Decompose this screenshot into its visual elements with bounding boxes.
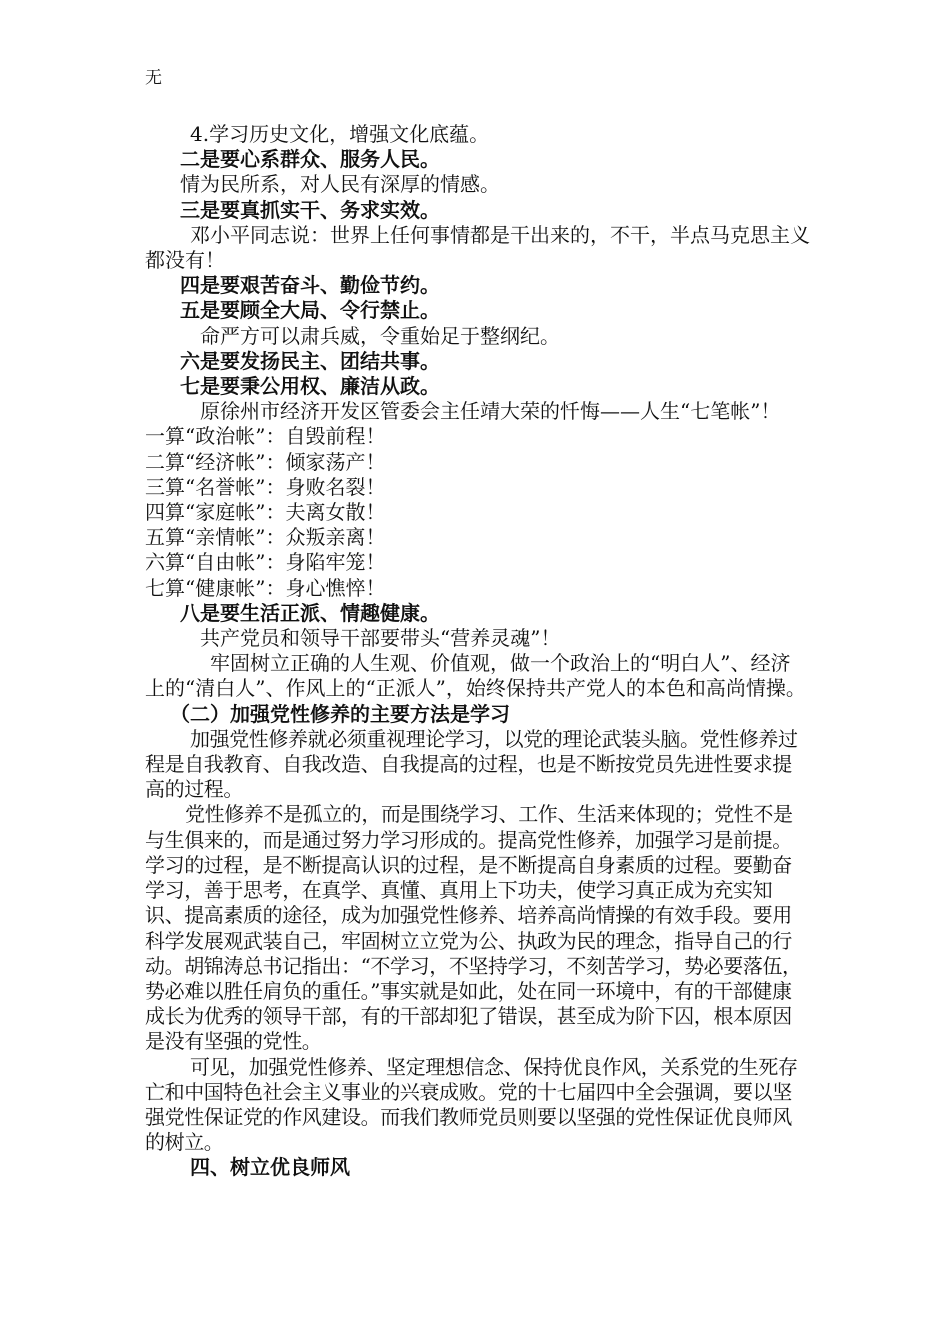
section-title-4: 四、树立优良师风 [190,1155,350,1180]
point-heading-2: 二是要心系群众、服务人民。 [180,147,440,172]
point-heading-3: 三是要真抓实干、务求实效。 [180,197,440,222]
point-heading-7: 七是要秉公用权、廉洁从政。 [180,374,440,399]
quote-deng: 邓小平同志说：世界上任何事情都是干出来的，不干，半点马克思主义都没有！ [145,222,810,273]
document-body [145,122,810,1181]
confession-intro: 原徐州市经济开发区管委会主任靖大荣的忏悔——人生“七笔帐”！ [200,399,781,424]
account-item: 一算“政治帐”：自毁前程！ [145,424,386,449]
point-text-2: 情为民所系，对人民有深厚的情感。 [180,172,500,197]
point-text-3 [145,223,810,273]
account-item: 七算“健康帐”：身心憔悴！ [145,575,386,600]
account-item: 二算“经济帐”：倾家荡产！ [145,449,386,474]
integrity-paragraph: 牢固树立正确的人生观、价值观，做一个政治上的“明白人”、经济上的“清白人”、作风上的“正派人”，始终保持共产党人的本色和高尚情操。 [145,651,806,701]
page-header: 无 [145,68,162,88]
account-item: 四算“家庭帐”：夫离女散！ [145,500,386,525]
paragraph-2 [145,802,810,1054]
paragraph-2-text: 党性修养不是孤立的，而是围绕学习、工作、生活来体现的；党性不是与生俱来的，而是通过努力学习形成的。提高党性修养，加强学习是前提。学习的过程，是不断提高认识的过程，是不断提高自身素质的过程。要勤奋学习，善于思考，在真学、真懂、真用上下功夫，使学习真正成为充实知识、提高素质的途径，成为加强党性修养、培养高尚情操的有效手段。要用科学发展观武装自己，牢固树立立党为公、执政为民的理念，指导自己的行动。胡锦涛总书记指出：“不学习，不坚持学习，不刻苦学习，势必要落伍，势必难以胜任肩负的重任。”事实就是如此，处在同一环境中，有的干部健康成长为优秀的领导干部，有的干部却犯了错误，甚至成为阶下囚，根本原因是没有坚强的党性。 [145,802,802,1054]
point-text-7 [145,399,810,424]
list-item-culture: 4.学习历史文化，增强文化底蕴。 [190,122,490,146]
paragraph-3-text: 可见，加强党性修养、坚定理想信念、保持优良作风，关系党的生死存亡和中国特色社会主义事业的兴衰成败。党的十七届四中全会强调，要以坚强党性保证党的作风建设。而我们教师党员则要以坚强的党性保证优良师风的树立。 [145,1054,798,1155]
point-heading-4: 四是要艰苦奋斗、勤俭节约。 [180,273,440,298]
account-item: 三算“名誉帐”：身败名裂！ [145,474,386,499]
point-text-5: 命严方可以肃兵威，令重始足于整纲纪。 [200,323,560,348]
section-title-2: （二）加强党性修养的主要方法是学习 [170,701,510,726]
point-heading-6: 六是要发扬民主、团结共事。 [180,348,440,373]
point-text-8a: 共产党员和领导干部要带头“营养灵魂”！ [200,626,561,651]
point-heading-5: 五是要顾全大局、令行禁止。 [180,298,440,323]
paragraph-3 [145,1055,810,1156]
point-heading-8: 八是要生活正派、情趣健康。 [180,600,440,625]
seven-accounts-list [145,424,810,600]
paragraph-1-text: 加强党性修养就必须重视理论学习，以党的理论武装头脑。党性修养过程是自我教育、自我改造、自我提高的过程，也是不断按党员先进性要求提高的过程。 [145,726,798,802]
paragraph-1 [145,727,810,803]
account-item: 六算“自由帐”：身陷牢笼！ [145,550,386,575]
account-item: 五算“亲情帐”：众叛亲离！ [145,525,386,550]
point-text-8b [145,651,810,701]
